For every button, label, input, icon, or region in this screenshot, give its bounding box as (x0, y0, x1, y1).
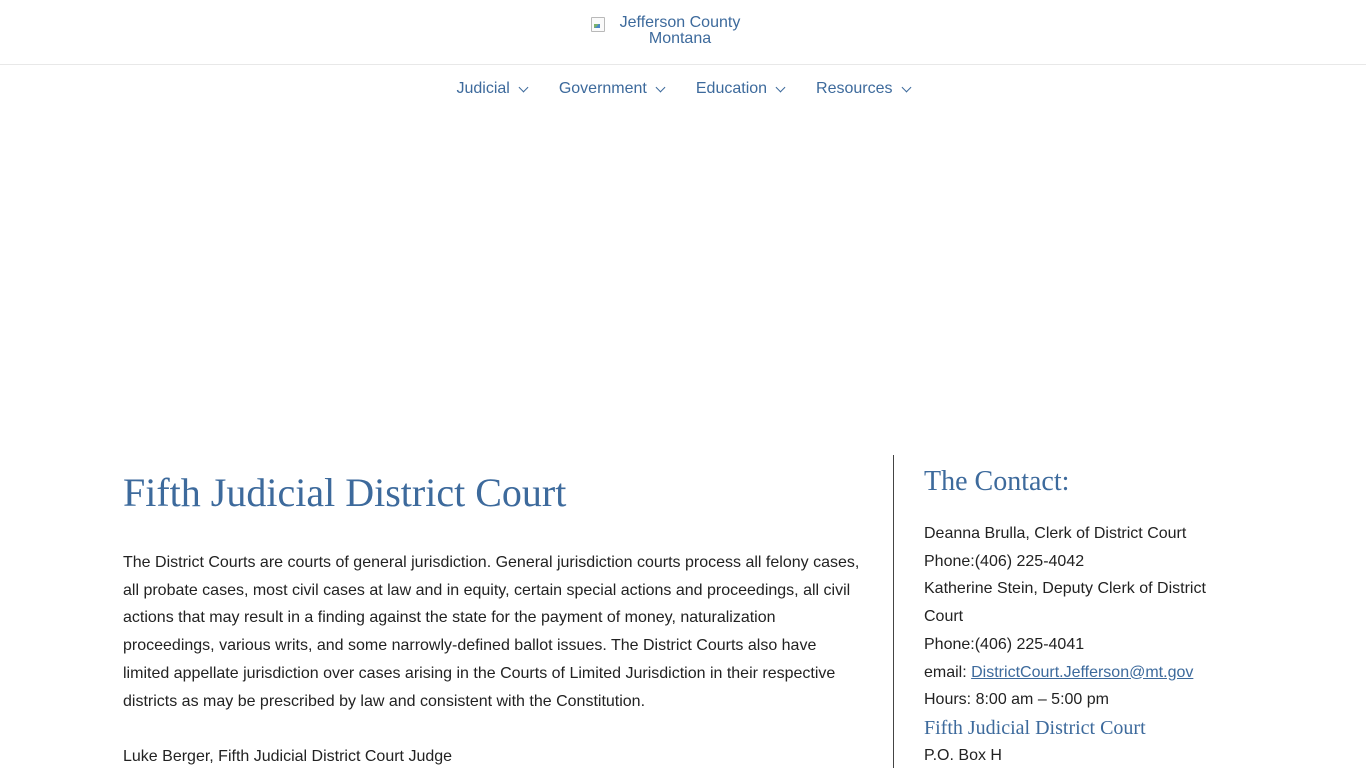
judge-name: Luke Berger, Fifth Judicial District Court Judge (123, 748, 453, 766)
sidebar-divider (893, 455, 894, 768)
chevron-down-icon (518, 82, 528, 92)
email-label: email: (924, 663, 972, 681)
nav-item-resources[interactable] (800, 65, 925, 113)
nav-item-education[interactable] (680, 65, 800, 113)
nav-item-judicial[interactable] (440, 65, 542, 113)
site-header (0, 0, 1366, 65)
deputy-clerk-name: Katherine Stein, Deputy Clerk of District Court (924, 580, 1206, 626)
email-link[interactable]: DistrictCourt.Jefferson@mt.gov (971, 663, 1194, 681)
broken-image-icon (590, 16, 606, 32)
po-box: P.O. Box H (924, 746, 1002, 764)
deputy-clerk-phone: Phone:(406) 225-4041 (924, 635, 1085, 653)
chevron-down-icon (901, 82, 911, 92)
chevron-down-icon (655, 82, 665, 92)
nav-item-label: Judicial (456, 80, 510, 97)
page-title: Fifth Judicial District Court (123, 470, 567, 515)
court-subheading: Fifth Judicial District Court (924, 716, 1146, 739)
main-nav (0, 65, 1366, 113)
email-line (924, 659, 1224, 687)
clerk-name: Deanna Brulla, Clerk of District Court (924, 525, 1187, 542)
contact-sidebar (924, 462, 1224, 768)
office-hours: Hours: 8:00 am – 5:00 pm (924, 691, 1109, 709)
clerk-phone: Phone:(406) 225-4042 (924, 552, 1085, 570)
contact-heading: The Contact: (924, 466, 1070, 497)
nav-item-label: Education (695, 80, 768, 97)
nav-item-label: Resources (816, 80, 893, 97)
chevron-down-icon (776, 82, 786, 92)
nav-item-government[interactable] (543, 65, 680, 113)
logo-alt-text: Jefferson County Montana (619, 14, 741, 47)
site-logo[interactable] (590, 15, 750, 47)
nav-item-label: Government (558, 80, 647, 97)
main-content (123, 465, 863, 768)
court-description: The District Courts are courts of general jurisdiction. General jurisdiction courts process all felony cases, all probate cases, most civil cases at law and in equity, certain special actions and proceedings, all civil actions that may result in a finding against the state for the payment of money, naturalization proceedings, various writs, and some narrowly-defined ballot issues. The District Courts also have limited appellate jurisdiction over cases arising in the Courts of Limited Jurisdiction in their respective districts as may be prescribed by law and consistent with the Constitution. (123, 554, 860, 710)
